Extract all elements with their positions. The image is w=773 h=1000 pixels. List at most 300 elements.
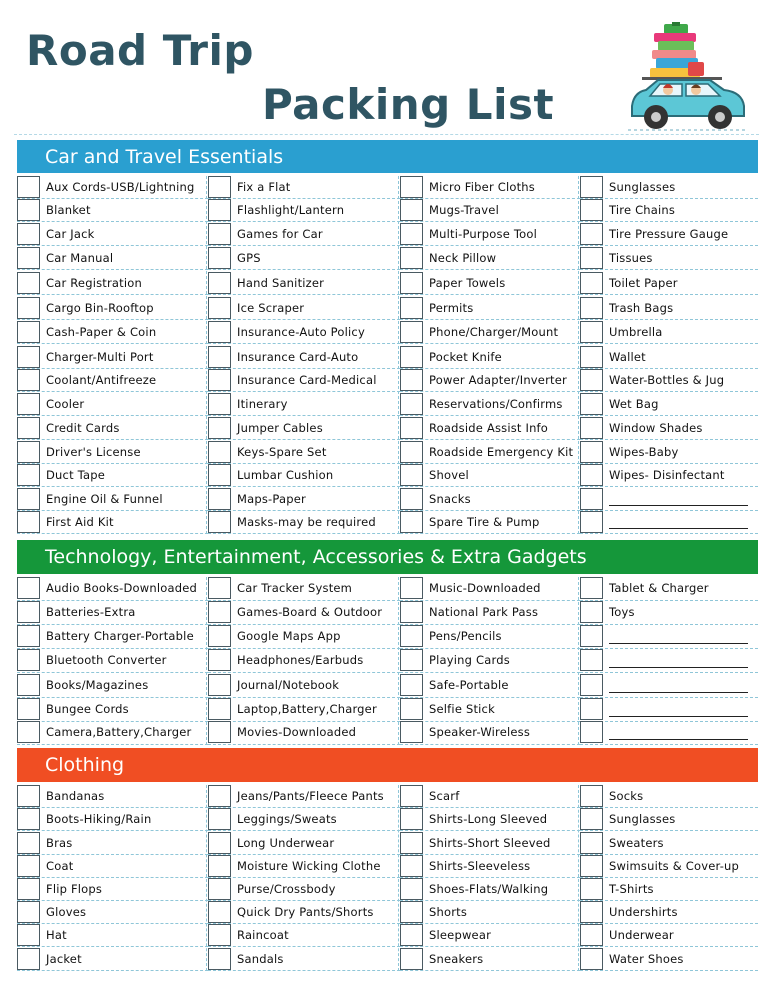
checklist-item (400, 464, 580, 487)
checklist-item (17, 601, 208, 625)
checkbox[interactable] (17, 199, 40, 221)
checkbox[interactable] (208, 674, 231, 696)
checkbox[interactable] (17, 785, 40, 807)
checkbox[interactable] (17, 272, 40, 294)
checklist-item (400, 649, 580, 673)
checkbox[interactable] (17, 247, 40, 269)
checklist-item (208, 924, 400, 947)
checkbox[interactable] (400, 511, 423, 533)
checkbox[interactable] (400, 488, 423, 510)
checklist-item (208, 625, 400, 649)
checklist-item-label: Long Underwear (237, 836, 335, 850)
checklist-item (208, 808, 400, 831)
checklist-item (208, 948, 400, 971)
checkbox[interactable] (17, 924, 40, 946)
checkbox[interactable] (208, 808, 231, 830)
write-in-line[interactable] (609, 739, 748, 740)
checklist-item-label: Paper Towels (429, 276, 506, 290)
checklist-item-label: Duct Tape (46, 468, 105, 482)
checklist-item-label: Books/Magazines (46, 678, 149, 692)
checkbox[interactable] (17, 901, 40, 923)
checklist-item (208, 199, 400, 222)
checkbox[interactable] (17, 441, 40, 463)
checklist-item-label: Pocket Knife (429, 350, 502, 364)
checklist-item (17, 417, 208, 440)
checklist-item-label: Leggings/Sweats (237, 812, 337, 826)
checkbox[interactable] (580, 649, 603, 671)
checkbox[interactable] (400, 247, 423, 269)
checkbox[interactable] (400, 674, 423, 696)
checkbox[interactable] (400, 785, 423, 807)
checklist-item-label: Wet Bag (609, 397, 659, 411)
checkbox[interactable] (208, 601, 231, 623)
checklist-item (580, 924, 758, 947)
checkbox[interactable] (580, 625, 603, 647)
checklist-item (208, 247, 400, 270)
checkbox[interactable] (208, 321, 231, 343)
checkbox[interactable] (17, 464, 40, 486)
checklist-item (400, 199, 580, 222)
checklist-column (400, 176, 580, 534)
checkbox[interactable] (580, 247, 603, 269)
checklist-item (17, 878, 208, 901)
checkbox[interactable] (17, 721, 40, 743)
checkbox[interactable] (17, 488, 40, 510)
checklist-item (580, 785, 758, 808)
checklist-item-label: Charger-Multi Port (46, 350, 154, 364)
checklist-item-label: Insurance Card-Auto (237, 350, 359, 364)
checkbox[interactable] (208, 393, 231, 415)
checkbox[interactable] (400, 464, 423, 486)
checklist-item (208, 176, 400, 199)
checkbox[interactable] (400, 441, 423, 463)
checklist-item (580, 441, 758, 464)
checklist-item (17, 901, 208, 924)
checklist-item-label: Aux Cords-USB/Lightning (46, 180, 195, 194)
checklist-item-label: Shoes-Flats/Walking (429, 882, 549, 896)
checklist-item (580, 901, 758, 924)
checklist-item-label: Journal/Notebook (237, 678, 340, 692)
checkbox[interactable] (400, 901, 423, 923)
checklist-item-label: Engine Oil & Funnel (46, 492, 163, 506)
checklist-item (17, 808, 208, 831)
checkbox[interactable] (208, 297, 231, 319)
checkbox[interactable] (17, 393, 40, 415)
checklist-item-label: Shirts-Sleeveless (429, 859, 531, 873)
checklist-item (17, 441, 208, 464)
checkbox[interactable] (580, 441, 603, 463)
checkbox[interactable] (400, 199, 423, 221)
checkbox[interactable] (17, 346, 40, 368)
checklist-item (580, 199, 758, 222)
checklist-item (400, 511, 580, 534)
checkbox[interactable] (208, 785, 231, 807)
checklist-item (580, 247, 758, 270)
checklist-item-label: Movies-Downloaded (237, 725, 357, 739)
checkbox[interactable] (17, 948, 40, 970)
checklist-item (208, 785, 400, 808)
checklist-item-label: Neck Pillow (429, 251, 497, 265)
checklist-item (208, 223, 400, 246)
checklist-item (580, 464, 758, 487)
checkbox[interactable] (580, 417, 603, 439)
checklist-item (580, 601, 758, 625)
checklist-item-label: Bras (46, 836, 73, 850)
checkbox[interactable] (580, 272, 603, 294)
checklist-item-label: Toys (609, 605, 635, 619)
checklist-item (208, 855, 400, 878)
checkbox[interactable] (17, 601, 40, 623)
checkbox[interactable] (400, 393, 423, 415)
checkbox[interactable] (580, 674, 603, 696)
checkbox[interactable] (208, 464, 231, 486)
checklist-item (400, 369, 580, 392)
checklist-item (580, 721, 758, 745)
checkbox[interactable] (208, 832, 231, 854)
section-header-3: Clothing (17, 748, 758, 782)
checkbox[interactable] (400, 272, 423, 294)
checklist-column (400, 785, 580, 971)
checklist-item-label: Tissues (609, 251, 653, 265)
checklist-item (400, 223, 580, 246)
checkbox[interactable] (17, 698, 40, 720)
checkbox[interactable] (580, 346, 603, 368)
checklist-item-label: Moisture Wicking Clothe (237, 859, 381, 873)
checklist-item-label: Underwear (609, 928, 674, 942)
checklist-item-label: Laptop,Battery,Charger (237, 702, 377, 716)
checklist-item (17, 488, 208, 511)
checklist-item-label: Safe-Portable (429, 678, 509, 692)
checklist-item (400, 698, 580, 722)
checkbox[interactable] (208, 223, 231, 245)
checkbox[interactable] (17, 577, 40, 599)
checkbox[interactable] (400, 649, 423, 671)
checklist-item-label: Tire Pressure Gauge (609, 227, 729, 241)
checklist-item-label: Games for Car (237, 227, 323, 241)
checklist-column (208, 785, 400, 971)
checkbox[interactable] (400, 698, 423, 720)
checklist-item (400, 417, 580, 440)
checkbox[interactable] (208, 577, 231, 599)
column-divider (398, 577, 399, 745)
checklist-item (17, 321, 208, 344)
checklist-item-label: Hand Sanitizer (237, 276, 325, 290)
checkbox[interactable] (580, 808, 603, 830)
checklist-item-label: Wipes- Disinfectant (609, 468, 725, 482)
checklist-item-label: Umbrella (609, 325, 663, 339)
checklist-column (400, 577, 580, 745)
checklist-item-label: Phone/Charger/Mount (429, 325, 559, 339)
title-line-1: Road Trip (26, 26, 254, 75)
checklist-item-label: Mugs-Travel (429, 203, 499, 217)
checklist-item-label: Swimsuits & Cover-up (609, 859, 740, 873)
checklist-item-label: Water Shoes (609, 952, 684, 966)
checkbox[interactable] (17, 417, 40, 439)
checkbox[interactable] (580, 321, 603, 343)
checklist-item-label: Masks-may be required (237, 515, 376, 529)
checkbox[interactable] (580, 878, 603, 900)
checklist-item (17, 297, 208, 320)
checkbox[interactable] (580, 223, 603, 245)
checklist-item-label: Jeans/Pants/Fleece Pants (237, 789, 384, 803)
checklist-item (17, 272, 208, 295)
checklist-item (400, 176, 580, 199)
checkbox[interactable] (400, 176, 423, 198)
checklist-column (208, 176, 400, 534)
checkbox[interactable] (580, 464, 603, 486)
checklist-item-label: Cooler (46, 397, 85, 411)
checklist-item-label: Socks (609, 789, 644, 803)
checklist-item (580, 808, 758, 831)
checklist-item (17, 924, 208, 947)
checkbox[interactable] (400, 878, 423, 900)
checklist-item-label: Sweaters (609, 836, 664, 850)
checkbox[interactable] (208, 199, 231, 221)
checkbox[interactable] (580, 924, 603, 946)
checklist-item (208, 577, 400, 601)
checklist-item (17, 948, 208, 971)
checkbox[interactable] (208, 855, 231, 877)
checklist-column (580, 176, 758, 534)
checklist-item (580, 855, 758, 878)
checklist-item (400, 393, 580, 416)
column-divider (206, 176, 207, 534)
checkbox[interactable] (580, 199, 603, 221)
checklist-item-label: Sunglasses (609, 180, 676, 194)
checklist-item-label: Jacket (46, 952, 82, 966)
column-divider (206, 577, 207, 745)
checkbox[interactable] (17, 176, 40, 198)
checklist-item (400, 346, 580, 369)
checkbox[interactable] (17, 511, 40, 533)
checklist-item (17, 223, 208, 246)
checklist-item-label: Scarf (429, 789, 460, 803)
checkbox[interactable] (208, 272, 231, 294)
checkbox[interactable] (580, 698, 603, 720)
checkbox[interactable] (17, 855, 40, 877)
checkbox[interactable] (208, 878, 231, 900)
checklist-item (400, 924, 580, 947)
checkbox[interactable] (400, 297, 423, 319)
checkbox[interactable] (580, 297, 603, 319)
checkbox[interactable] (400, 577, 423, 599)
checkbox[interactable] (208, 698, 231, 720)
checklist-item (208, 369, 400, 392)
checkbox[interactable] (580, 855, 603, 877)
checklist-item (580, 511, 758, 534)
checklist-item-label: Shirts-Short Sleeved (429, 836, 551, 850)
checkbox[interactable] (208, 901, 231, 923)
checkbox[interactable] (17, 832, 40, 854)
checklist-item-label: Roadside Assist Info (429, 421, 549, 435)
checkbox[interactable] (400, 601, 423, 623)
checklist-item-label: Coat (46, 859, 74, 873)
checkbox[interactable] (400, 321, 423, 343)
checkbox[interactable] (208, 625, 231, 647)
checklist-item (580, 649, 758, 673)
checklist-item (400, 625, 580, 649)
checklist-item (17, 369, 208, 392)
checkbox[interactable] (580, 577, 603, 599)
checklist-item-label: Micro Fiber Cloths (429, 180, 535, 194)
checkbox[interactable] (208, 721, 231, 743)
checkbox[interactable] (580, 511, 603, 533)
checklist-item-label: Purse/Crossbody (237, 882, 336, 896)
checklist-item-label: Car Tracker System (237, 581, 353, 595)
checklist-item (208, 901, 400, 924)
checkbox[interactable] (208, 488, 231, 510)
section-header-2: Technology, Entertainment, Accessories & Extra Gadgets (17, 540, 758, 574)
checkbox[interactable] (17, 878, 40, 900)
checkbox[interactable] (400, 832, 423, 854)
checklist-item-label: Reservations/Confirms (429, 397, 563, 411)
checkbox[interactable] (400, 948, 423, 970)
checklist-item-label: Water-Bottles & Jug (609, 373, 725, 387)
checklist-item-label: Raincoat (237, 928, 289, 942)
checklist-item (400, 441, 580, 464)
checkbox[interactable] (400, 924, 423, 946)
checkbox[interactable] (400, 855, 423, 877)
column-divider (578, 176, 579, 534)
checklist-item (400, 721, 580, 745)
checklist-item-label: Cargo Bin-Rooftop (46, 301, 154, 315)
checkbox[interactable] (400, 625, 423, 647)
checkbox[interactable] (208, 346, 231, 368)
checklist-item (17, 832, 208, 855)
checkbox[interactable] (208, 417, 231, 439)
checkbox[interactable] (580, 948, 603, 970)
checkbox[interactable] (580, 785, 603, 807)
checklist-item-label: Shirts-Long Sleeved (429, 812, 548, 826)
checkbox[interactable] (580, 721, 603, 743)
checkbox[interactable] (580, 369, 603, 391)
checklist-item (17, 721, 208, 745)
checklist-item (400, 488, 580, 511)
checklist-item-label: Permits (429, 301, 474, 315)
checklist-item-label: Fix a Flat (237, 180, 291, 194)
checklist-item (580, 321, 758, 344)
checkbox[interactable] (400, 417, 423, 439)
checkbox[interactable] (17, 321, 40, 343)
checklist-item-label: Wipes-Baby (609, 445, 679, 459)
checklist-item-label: Sunglasses (609, 812, 676, 826)
checklist-item-label: First Aid Kit (46, 515, 114, 529)
checklist-item (17, 176, 208, 199)
checkbox[interactable] (208, 948, 231, 970)
checkbox[interactable] (580, 393, 603, 415)
checklist-item (208, 346, 400, 369)
checkbox[interactable] (580, 601, 603, 623)
checkbox[interactable] (208, 441, 231, 463)
checklist-item-label: Bluetooth Converter (46, 653, 167, 667)
car-with-luggage-icon (624, 22, 752, 136)
checklist-item (208, 721, 400, 745)
checklist-item-label: Gloves (46, 905, 87, 919)
checklist-item-label: Shorts (429, 905, 468, 919)
checkbox[interactable] (400, 369, 423, 391)
checkbox[interactable] (400, 808, 423, 830)
title-divider (14, 134, 759, 135)
checklist-item-label: Games-Board & Outdoor (237, 605, 383, 619)
checklist-item (400, 297, 580, 320)
checklist-column (580, 785, 758, 971)
checkbox[interactable] (17, 625, 40, 647)
checklist-item-label: Battery Charger-Portable (46, 629, 194, 643)
checkbox[interactable] (580, 488, 603, 510)
checklist-item (208, 417, 400, 440)
checklist-item-label: Multi-Purpose Tool (429, 227, 538, 241)
checkbox[interactable] (17, 297, 40, 319)
checkbox[interactable] (208, 369, 231, 391)
checklist-item (400, 577, 580, 601)
checklist-item-label: Sleepwear (429, 928, 492, 942)
write-in-line[interactable] (609, 716, 748, 717)
checklist-item-label: Credit Cards (46, 421, 120, 435)
write-in-line[interactable] (609, 667, 748, 668)
checklist-item-label: Lumbar Cushion (237, 468, 334, 482)
checklist-item-label: Boots-Hiking/Rain (46, 812, 152, 826)
checklist-item (17, 785, 208, 808)
checkbox[interactable] (17, 369, 40, 391)
checkbox[interactable] (400, 721, 423, 743)
write-in-line[interactable] (609, 643, 748, 644)
write-in-line[interactable] (609, 505, 748, 506)
checkbox[interactable] (400, 346, 423, 368)
checklist-item-label: Bandanas (46, 789, 105, 803)
checklist-item-label: Hat (46, 928, 67, 942)
checklist-item (17, 393, 208, 416)
write-in-line[interactable] (609, 528, 748, 529)
checkbox[interactable] (208, 649, 231, 671)
checkbox[interactable] (580, 832, 603, 854)
checkbox[interactable] (17, 674, 40, 696)
checklist-item (580, 297, 758, 320)
checklist-item (17, 698, 208, 722)
checklist-item-label: Music-Downloaded (429, 581, 541, 595)
column-divider (398, 785, 399, 971)
checkbox[interactable] (580, 176, 603, 198)
checklist-item (208, 601, 400, 625)
checklist-item-label: Coolant/Antifreeze (46, 373, 157, 387)
checkbox[interactable] (17, 649, 40, 671)
checklist-item-label: Car Jack (46, 227, 95, 241)
checklist-item (400, 878, 580, 901)
checkbox[interactable] (208, 247, 231, 269)
checkbox[interactable] (580, 901, 603, 923)
checklist-item-label: Undershirts (609, 905, 678, 919)
checklist-item (17, 577, 208, 601)
checklist-item-label: Driver's License (46, 445, 141, 459)
checklist-item (17, 464, 208, 487)
checkbox[interactable] (400, 223, 423, 245)
checkbox[interactable] (208, 511, 231, 533)
checklist-item (208, 674, 400, 698)
checklist-item (208, 464, 400, 487)
checklist-item-label: Toilet Paper (609, 276, 678, 290)
checklist-item-label: Trash Bags (609, 301, 674, 315)
checklist-item-label: Selfie Stick (429, 702, 495, 716)
checklist-item (208, 649, 400, 673)
checkbox[interactable] (208, 176, 231, 198)
checkbox[interactable] (17, 223, 40, 245)
checklist-item-label: Speaker-Wireless (429, 725, 531, 739)
checkbox[interactable] (208, 924, 231, 946)
checkbox[interactable] (17, 808, 40, 830)
checklist-item (580, 223, 758, 246)
write-in-line[interactable] (609, 692, 748, 693)
checklist-item-label: Sneakers (429, 952, 484, 966)
checklist-item (400, 321, 580, 344)
